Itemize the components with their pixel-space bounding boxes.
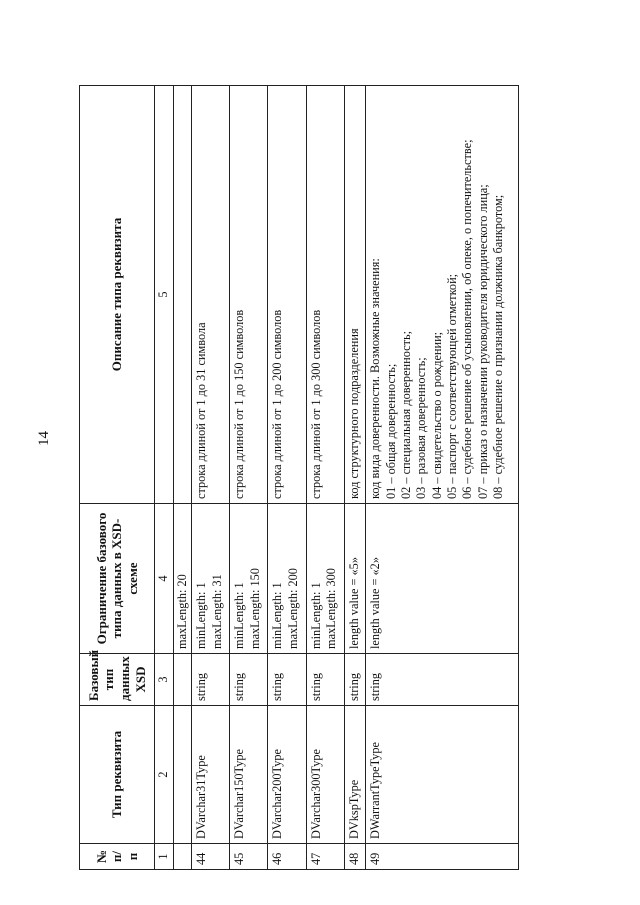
restriction-line: minLength: 1 — [270, 582, 285, 649]
column-number: 4 — [155, 504, 174, 654]
row-number: 48 — [344, 844, 366, 870]
type-name: DVarchar300Type — [306, 706, 344, 844]
row-number: 45 — [230, 844, 268, 870]
restriction-line: maxLength: 200 — [285, 568, 300, 649]
restriction-cell — [306, 504, 344, 654]
data-types-table — [79, 85, 519, 870]
base-type: string — [344, 654, 366, 706]
type-name: DVarchar31Type — [192, 706, 230, 844]
type-name: DVarchar150Type — [230, 706, 268, 844]
description-cell: строка длиной от 1 до 31 символа — [192, 86, 230, 504]
list-item: 07 – приказ о назначении руководителя юридического лица; — [475, 184, 490, 499]
table-row — [192, 86, 230, 870]
column-number: 3 — [155, 654, 174, 706]
base-type: string — [366, 654, 519, 706]
base-type: string — [230, 654, 268, 706]
list-item: 06 – судебное решение об усыновлении, об опеке, о попечительстве; — [460, 139, 475, 499]
table-row — [268, 86, 306, 870]
table-cell — [174, 706, 192, 844]
header-description: Описание типа реквизита — [80, 86, 155, 504]
restriction-line: minLength: 1 — [232, 582, 247, 649]
header-base-type: Базовый тип данных XSD — [80, 654, 155, 706]
page-number: 14 — [36, 431, 52, 446]
table-cell — [174, 86, 192, 504]
restriction-line: maxLength: 300 — [323, 568, 338, 649]
restriction-line: maxLength: 31 — [209, 574, 224, 649]
continuation-row — [174, 86, 192, 870]
list-item: 02 – специальная доверенность; — [399, 330, 414, 499]
restriction-line: minLength: 1 — [194, 582, 209, 649]
row-number: 47 — [306, 844, 344, 870]
list-item: 01 – общая доверенность; — [383, 363, 398, 499]
row-number: 49 — [366, 844, 519, 870]
table-cell — [174, 654, 192, 706]
type-name: DVarchar200Type — [268, 706, 306, 844]
column-number: 2 — [155, 706, 174, 844]
description-intro: код вида доверенности. Возможные значения: — [368, 258, 383, 499]
type-name: DVkspType — [344, 706, 366, 844]
table-cell — [174, 844, 192, 870]
column-number: 1 — [155, 844, 174, 870]
restriction-line: minLength: 1 — [308, 582, 323, 649]
list-item: 05 – паспорт с соответствующей отметкой; — [445, 273, 460, 499]
description-cell: код структурного подразделения — [344, 86, 366, 504]
restriction-cell: maxLength: 20 — [174, 504, 192, 654]
base-type: string — [192, 654, 230, 706]
base-type: string — [268, 654, 306, 706]
restriction-cell — [192, 504, 230, 654]
table-row — [344, 86, 366, 870]
table-row — [230, 86, 268, 870]
list-item: 08 – судебное решение о признании должника банкротом; — [491, 194, 506, 499]
restriction-cell — [268, 504, 306, 654]
table-row — [366, 86, 519, 870]
column-number: 5 — [155, 86, 174, 504]
description-cell: строка длиной от 1 до 150 символов — [230, 86, 268, 504]
list-item: 03 – разовая доверенность; — [414, 357, 429, 499]
restriction-line: maxLength: 150 — [247, 568, 262, 649]
base-type: string — [306, 654, 344, 706]
row-number: 46 — [268, 844, 306, 870]
row-number: 44 — [192, 844, 230, 870]
restriction-cell: length value = «5» — [344, 504, 366, 654]
header-type: Тип реквизита — [80, 706, 155, 844]
header-restriction: Ограничение базового типа данных в XSD-схеме — [80, 504, 155, 654]
type-name: DWarrantTypeType — [366, 706, 519, 844]
table-row — [306, 86, 344, 870]
rotated-table-container — [79, 86, 519, 870]
description-cell: строка длиной от 1 до 200 символов — [268, 86, 306, 504]
restriction-cell — [230, 504, 268, 654]
restriction-cell: length value = «2» — [366, 504, 519, 654]
column-number-row — [155, 86, 174, 870]
description-cell — [366, 86, 519, 504]
description-cell: строка длиной от 1 до 300 символов — [306, 86, 344, 504]
list-item: 04 – свидетельство о рождении; — [429, 331, 444, 499]
table-header-row — [80, 86, 155, 870]
header-num: № п/п — [80, 844, 155, 870]
value-list — [384, 90, 507, 499]
